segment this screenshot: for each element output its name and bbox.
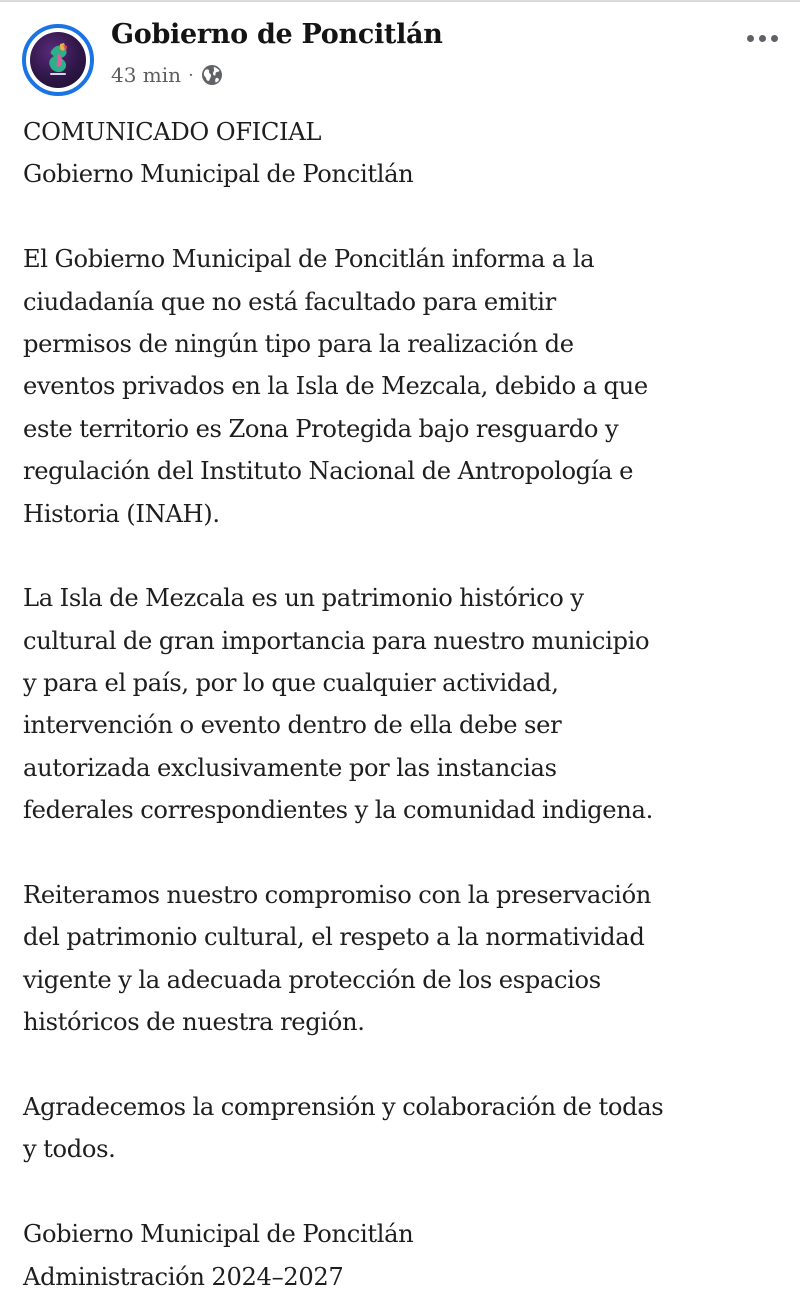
paragraph-1-line: permisos de ningún tipo para la realización de [23,329,574,358]
page-name-link[interactable]: Gobierno de Poncitlán [111,19,443,50]
post-meta [111,63,223,87]
paragraph-3-line: vigente y la adecuada protección de los espacios [23,965,601,994]
paragraph-1-line: Historia (INAH). [23,499,220,528]
paragraph-3-line: históricos de nuestra región. [23,1008,365,1037]
paragraph-spacer [23,832,793,874]
paragraph-1-line: regulación del Instituto Nacional de Antropología e [23,457,634,486]
post-timestamp[interactable]: 43 min [111,63,182,87]
paragraph-1-line: eventos privados en la Isla de Mezcala, debido a que [23,372,648,401]
more-dot-icon [759,35,766,42]
paragraph-2-line: cultural de gran importancia para nuestro municipio [23,626,650,655]
paragraph-2-line: autorizada exclusivamente por las instancias [23,753,557,782]
paragraph-2-line: La Isla de Mezcala es un patrimonio histórico y [23,584,584,613]
signature-administration: Administración 2024–2027 [23,1262,344,1291]
announcement-issuer: Gobierno Municipal de Poncitlán [23,160,414,189]
paragraph-3-line: del patrimonio cultural, el respeto a la normatividad [23,923,645,952]
page-avatar[interactable] [22,24,94,96]
paragraph-2-line: federales correspondientes y la comunidad indigena. [23,796,653,825]
more-dot-icon [747,35,754,42]
globe-icon [201,64,223,86]
paragraph-4-line: y todos. [23,1135,116,1164]
more-dot-icon [771,35,778,42]
meta-separator: · [188,64,194,86]
paragraph-2-line: intervención o evento dentro de ella debe ser [23,711,562,740]
paragraph-spacer [23,1171,793,1213]
paragraph-2-line: y para el país, por lo que cualquier actividad, [23,669,559,698]
announcement-title: COMUNICADO OFICIAL [23,118,322,146]
logo-icon [30,32,86,88]
paragraph-1-line: este territorio es Zona Protegida bajo resguardo y [23,414,619,443]
paragraph-1-line: El Gobierno Municipal de Poncitlán informa a la [23,245,595,274]
post-body-text [23,111,793,1298]
paragraph-spacer [23,535,793,577]
post-header [0,0,800,110]
paragraph-spacer [23,196,793,238]
signature-issuer: Gobierno Municipal de Poncitlán [23,1220,414,1249]
avatar-logo-image [30,32,86,88]
post-options-button[interactable] [740,26,784,50]
paragraph-4-line: Agradecemos la comprensión y colaboración de todas [23,1092,664,1121]
paragraph-1-line: ciudadanía que no está facultado para emitir [23,287,556,316]
paragraph-spacer [23,1044,793,1086]
paragraph-3-line: Reiteramos nuestro compromiso con la preservación [23,881,652,910]
